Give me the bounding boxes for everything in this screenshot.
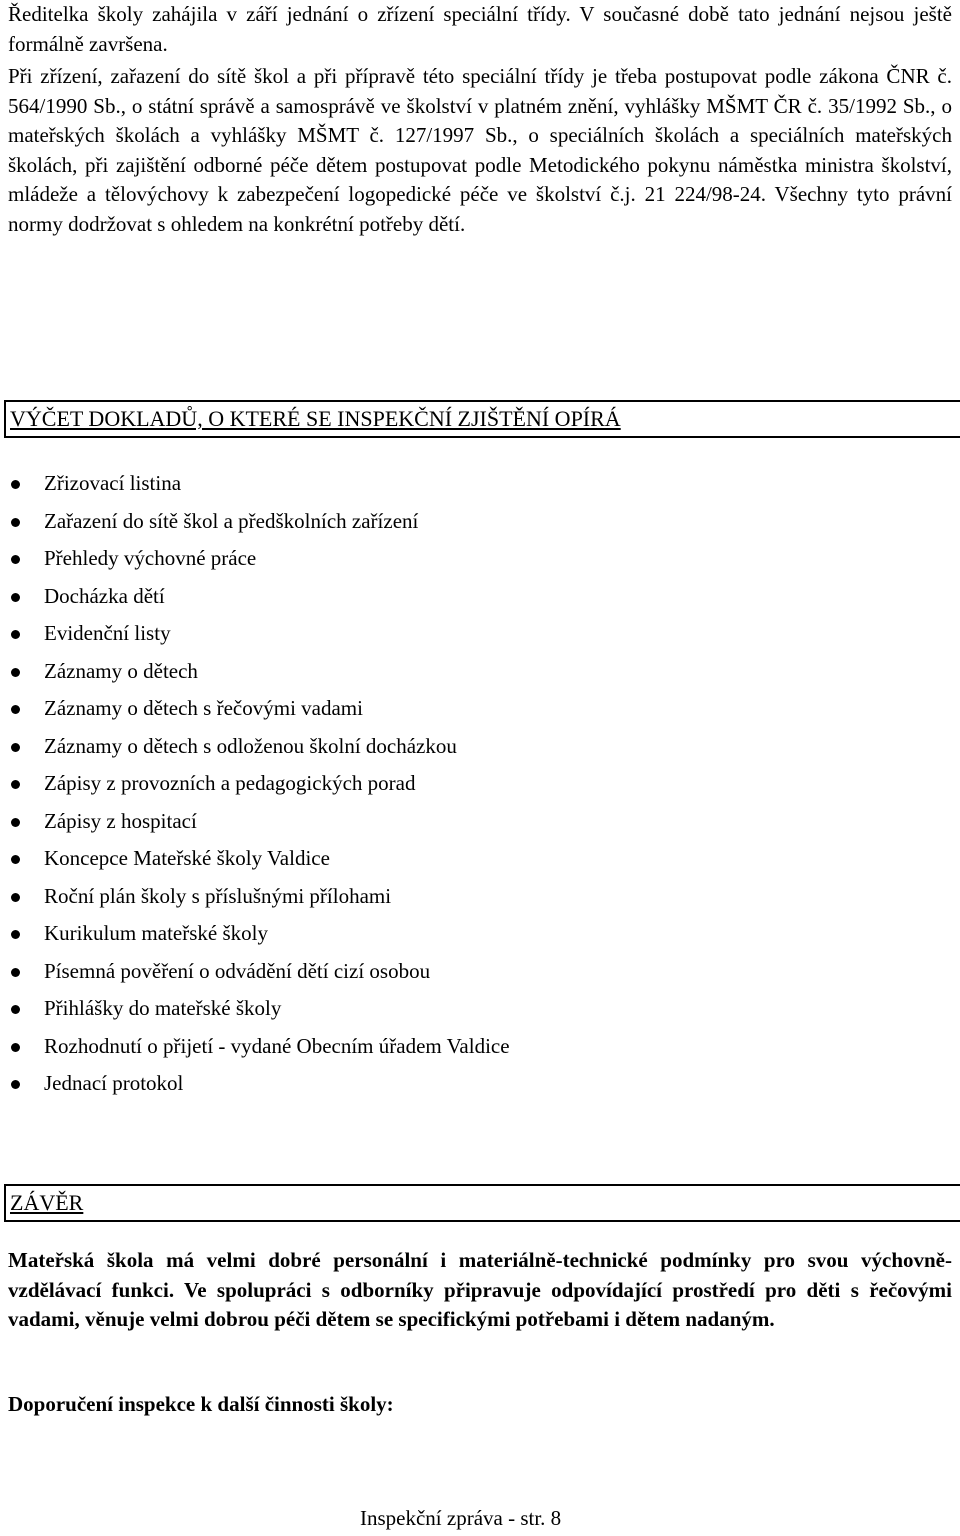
document-list-item: Zápisy z provozních a pedagogických porad bbox=[0, 765, 900, 803]
document-list-item: Zařazení do sítě škol a předškolních zařízení bbox=[0, 503, 900, 541]
document-list-item: Rozhodnutí o přijetí - vydané Obecním úřadem Valdice bbox=[0, 1028, 900, 1066]
document-list-item: Evidenční listy bbox=[0, 615, 900, 653]
document-list-item: Koncepce Mateřské školy Valdice bbox=[0, 840, 900, 878]
document-list-item: Přihlášky do mateřské školy bbox=[0, 990, 900, 1028]
conclusion-heading: ZÁVĚR bbox=[4, 1184, 960, 1222]
documents-list bbox=[0, 465, 900, 1103]
document-list-item: Zápisy z hospitací bbox=[0, 803, 900, 841]
document-list-item: Písemná pověření o odvádění dětí cizí osobou bbox=[0, 953, 900, 991]
page-footer: Inspekční zpráva - str. 8 bbox=[360, 1506, 562, 1530]
intro-paragraph-2: Při zřízení, zařazení do sítě škol a při přípravě této speciální třídy je třeba postupovat podle zákona ČNR č. 564/1990 Sb., o státní správě a samosprávě ve školství v platném znění, vyhlášky MŠMT ČR č. 35/1992 Sb., o mateřských školách a vyhlášky MŠMT č. 127/1997 Sb., o speciálních školách a speciálních mateřských školách, při zajištění odborné péče dětem postupovat podle Metodického pokynu náměstka ministra školství, mládeže a tělovýchovy k zabezpečení logopedické péče ve školství č.j. 21 224/98-24. Všechny tyto právní normy dodržovat s ohledem na konkrétní potřeby dětí. bbox=[8, 64, 952, 236]
document-list-item: Roční plán školy s příslušnými přílohami bbox=[0, 878, 900, 916]
document-list-item: Záznamy o dětech s odloženou školní docházkou bbox=[0, 728, 900, 766]
document-list-item: Docházka dětí bbox=[0, 578, 900, 616]
document-list-item: Zřizovací listina bbox=[0, 465, 900, 503]
document-list-item: Jednací protokol bbox=[0, 1065, 900, 1103]
document-list-item: Přehledy výchovné práce bbox=[0, 540, 900, 578]
document-list-item: Záznamy o dětech bbox=[0, 653, 900, 691]
document-list-item: Záznamy o dětech s řečovými vadami bbox=[0, 690, 900, 728]
recommendation-heading: Doporučení inspekce k další činnosti školy: bbox=[8, 1392, 394, 1416]
intro-paragraph-1: Ředitelka školy zahájila v září jednání o zřízení speciální třídy. V současné době tato jednání nejsou ještě formálně završena. bbox=[8, 2, 952, 56]
document-list-item: Kurikulum mateřské školy bbox=[0, 915, 900, 953]
documents-heading: VÝČET DOKLADŮ, O KTERÉ SE INSPEKČNÍ ZJIŠTĚNÍ OPÍRÁ bbox=[4, 400, 960, 438]
conclusion-text: Mateřská škola má velmi dobré personální i materiálně-technické podmínky pro svou výchovně-vzdělávací funkci. Ve spolupráci s odborníky připravuje odpovídající prostředí pro děti s řečovými vadami, věnuje velmi dobrou péči dětem se specifickými potřebami i dětem nadaným. bbox=[8, 1248, 952, 1331]
